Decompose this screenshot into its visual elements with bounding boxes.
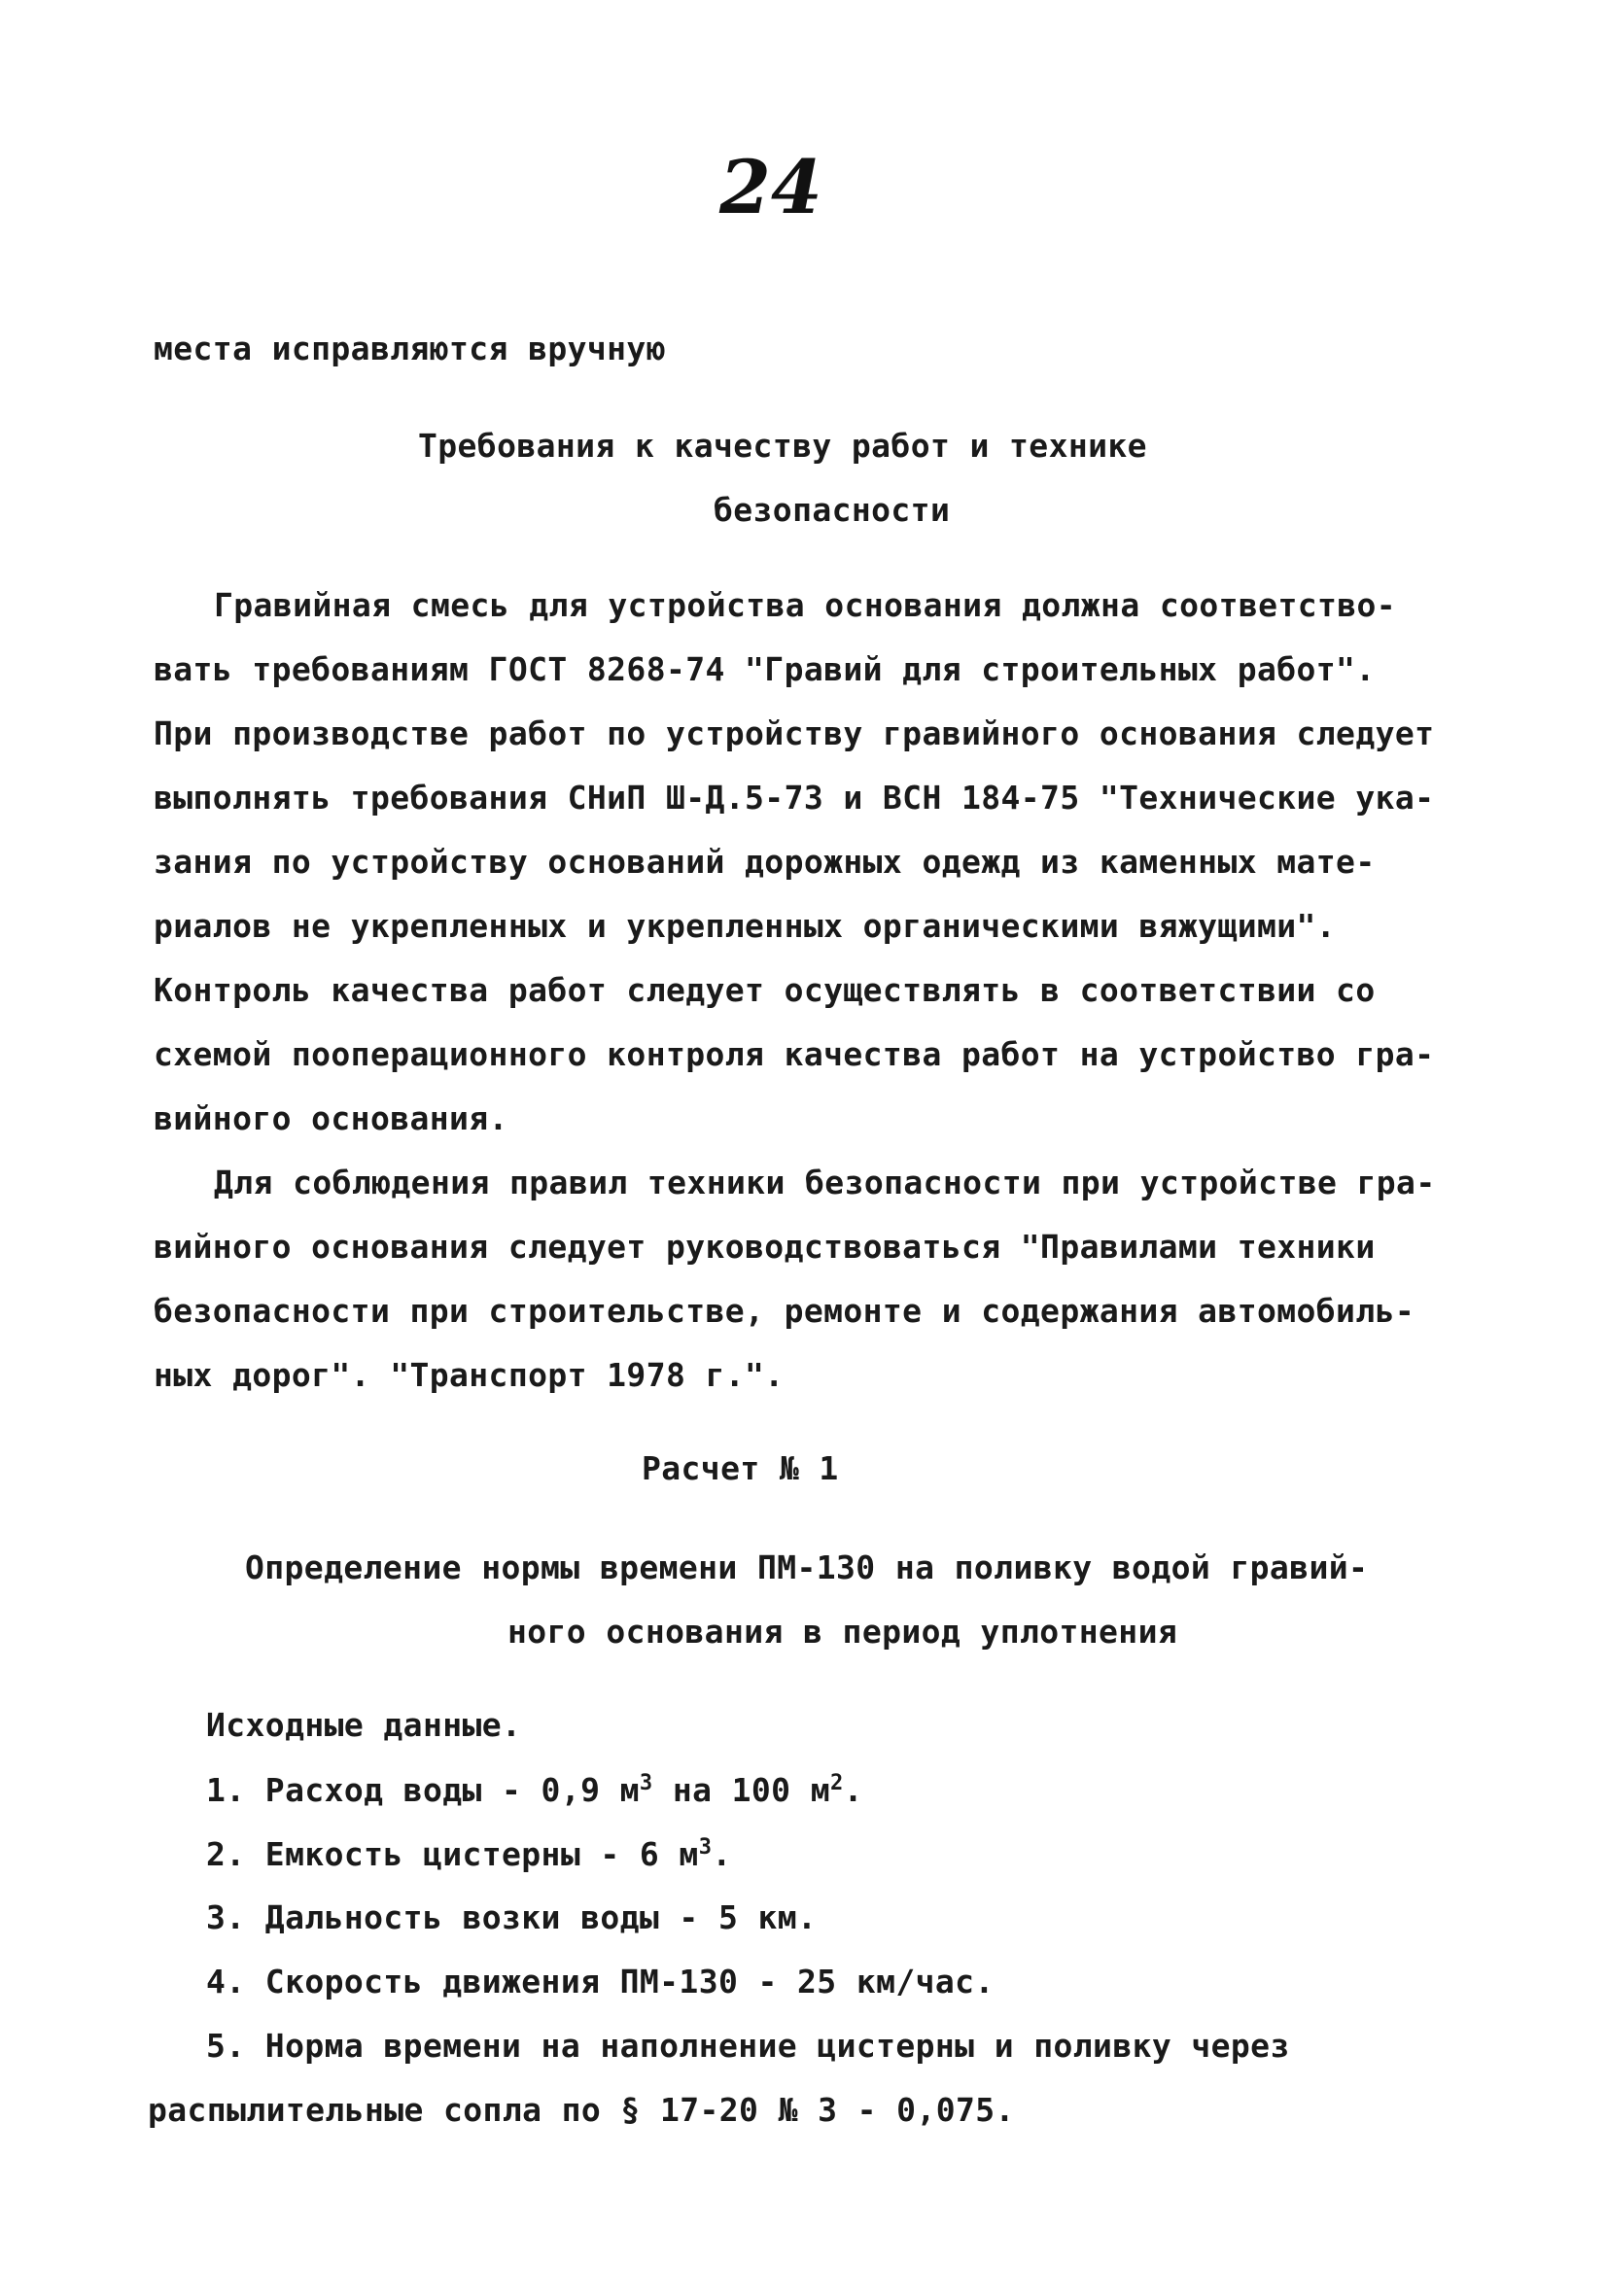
paragraph2-line: ных дорог". "Транспорт 1978 г.". <box>154 1356 785 1394</box>
paragraph1-line: Гравийная смесь для устройства основания должна соответство- <box>214 586 1397 624</box>
data-item-5: 5. Норма времени на наполнение цистерны и поливку через <box>206 2027 1290 2065</box>
intro-line: места исправляются вручную <box>154 330 666 367</box>
page-number: 24 <box>719 144 822 230</box>
data-item-1: 1. Расход воды - 0,9 $м^3$ на 100 $м^2$. <box>206 1771 863 1809</box>
paragraph1-line: схемой пооперационного контроля качества работ на устройство гра- <box>154 1035 1435 1073</box>
paragraph1-line: Контроль качества работ следует осуществлять в соответствии со <box>154 971 1376 1009</box>
paragraph2-line: Для соблюдения правил техники безопасности при устройстве гра- <box>214 1164 1436 1201</box>
calc-heading: Расчет № 1 <box>642 1449 839 1487</box>
data-item-4: 4. Скорость движения ПМ-130 - 25 км/час. <box>206 1963 995 2000</box>
calc-subtitle-line-1: Определение нормы времени ПМ-130 на поливку водой гравий- <box>245 1548 1369 1586</box>
data-item-5-continuation: распылительные сопла по § 17-20 № 3 - 0,075. <box>148 2091 1015 2129</box>
paragraph1-line: вать требованиям ГОСТ 8268-74 "Гравий для строительных работ". <box>154 650 1376 688</box>
paragraph1-line: выполнять требования СНиП Ш-Д.5-73 и ВСН 184-75 "Технические ука- <box>154 779 1435 817</box>
paragraph1-line: вийного основания. <box>154 1099 508 1137</box>
data-item-3: 3. Дальность возки воды - 5 км. <box>206 1898 818 1936</box>
paragraph1-line: риалов не укрепленных и укрепленных органическими вяжущими". <box>154 907 1337 945</box>
data-item-2: 2. Емкость цистерны - 6 $м^3$. <box>206 1835 732 1873</box>
paragraph2-line: вийного основания следует руководствоваться "Правилами техники <box>154 1228 1376 1266</box>
initial-data-label: Исходные данные. <box>206 1706 522 1744</box>
calc-subtitle-line-2: ного основания в период уплотнения <box>507 1613 1178 1651</box>
section-heading-line-1: Требования к качеству работ и технике <box>418 427 1147 465</box>
paragraph1-line: зания по устройству оснований дорожных одежд из каменных мате- <box>154 843 1376 881</box>
section-heading-line-2: безопасности <box>714 491 951 529</box>
paragraph1-line: При производстве работ по устройству гравийного основания следует <box>154 714 1435 752</box>
paragraph2-line: безопасности при строительстве, ремонте и содержания автомобиль- <box>154 1292 1415 1330</box>
